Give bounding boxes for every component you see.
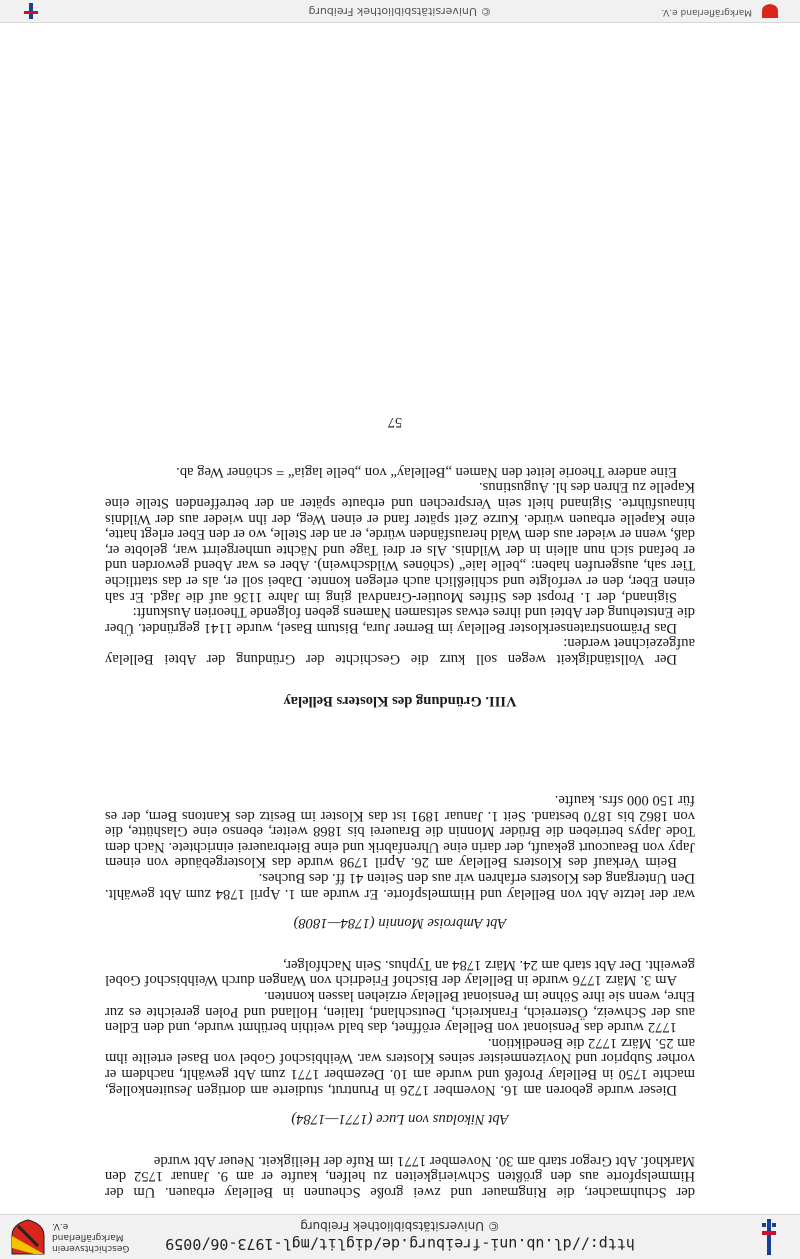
paragraph: Eine andere Theorie leitet den Namen „Bellelay“ von „belle lagia“ = schöner Weg ab.	[176, 463, 677, 480]
section-title-monnin: Abt Ambroise Monnin (1784—1808)	[293, 915, 507, 932]
paragraph: Das Prämonstratenserkloster Bellelay im Berner Jura, Bistum Basel, wurde 1141 gegründet. Über die Entstehung der Abtei und ihres etwas seltsamen Namens geben folgende Theorien Auskunft:	[105, 604, 695, 636]
page-number: 57	[387, 414, 403, 431]
document-url[interactable]: http://dl.ub.uni-freiburg.de/diglit/mgl-1973-06/0059	[165, 1235, 635, 1253]
footer-copyright: © Universitätsbibliothek Freiburg	[308, 5, 492, 18]
paragraph: Siginand, der 1. Propst des Stiftes Moutier-Grandval ging im Jahre 1136 auf die Jagd. Er sah einen Eber, den er verfolgte und schließlich auch erlegen konnte. Dabei soll er, als er das stattliche Tier sah, ausgerufen haben: „belle laie“ (schönes Wildschwein). Aber es war Abend geworden und er befand sich nun allein in der Wildnis. Als er drei Tage und Nächte umhergeirrt war, gelobte er, daß, wenn er wieder aus dem Wald herausfänden würde, er an der Stelle, wo er den Eber erlegt hatte, eine Kapelle erbauen würde. Kurze Zeit später fand er einen Weg, der ihn wieder aus der Wildnis hinausführte. Siginand hielt sein Versprechen und erbaute später an der betreffenden Stelle eine Kapelle zu Ehren des hl. Augustinus.	[105, 479, 695, 605]
paragraph: Der Vollständigkeit wegen soll kurz die Geschichte der Gründung der Abtei Bellelay aufgezeichnet werden:	[105, 635, 695, 667]
paragraph: Am 3. März 1776 wurde in Bellelay der Bischof Friedrich von Wangen durch Weihbischof Gobel geweiht. Der Abt starb am 24. März 1784 an Typhus. Sein Nachfolger,	[105, 956, 695, 989]
viewer-header	[0, 1214, 800, 1259]
section-title-luce: Abt Nikolaus von Luce (1771—1784)	[291, 1111, 509, 1128]
viewer-footer	[0, 0, 800, 23]
paragraph: Dieser wurde geboren am 16. November 1726 in Pruntrut, studierte am dortigen Jesuitenkolleg, machte 1750 in Bellelay Profeß und wurde am 10. Dezember 1771 zum Abt gewählt, nachdem er vorher Subprior und Novizenmeister seines Klosters war. Weihbischof Gobel von Basel erteilte ihm am 25. März 1772 die Benediktion.	[105, 1034, 695, 1098]
paragraph: Beim Verkauf des Klosters Bellelay am 26. April 1798 wurde das Klostergebäude von einem Japy von Beaucourt gekauft, der darin eine Uhrenfabrik und eine Bierbrauerei einrichtete. Nach dem Tode Japys betrieben die Brüder Monnin die Brauerei bis 1868 weiter, ebenso eine Glashütte, die von 1862 bis 1870 bestand. Seit 1. Januar 1891 ist das Kloster im Besitz des Kantons Bern, der es für 150 000 sfrs. kaufte.	[105, 792, 695, 871]
university-logo-icon	[24, 3, 38, 19]
intro-paragraph: der Schuhmacher, die Ringmauer und zwei große Scheunen in Bellelay erbauen. Um der Himmelspforte aus den größten Schwierigkeiten zu helfen, kaufte er am 9. Januar 1752 den Markhof. Abt Gregor starb am 30. November 1771 im Rufe der Heiligkeit. Neuer Abt wurde	[105, 1152, 695, 1200]
paragraph: 1772 wurde das Pensionat von Bellelay eröffnet, das bald weithin berühmt wurde, und den Edlen aus der Schweiz, Österreich, Frankreich, Deutschland, Italien, Holland und Polen gereichte es zur Ehre, wenn sie ihre Söhne im Pensionat Bellelay erziehen lassen konnten.	[105, 988, 695, 1036]
footer-partner: Markgräflerland e.V.	[661, 7, 752, 17]
coat-of-arms-icon	[8, 1218, 48, 1256]
partner-name: Geschichtsverein Markgräflerland e.V.	[52, 1221, 130, 1253]
paragraph: war der letzte Abt von Bellelay und Himmelspforte. Er wurde am 1. April 1784 zum Abt gewählt. Den Untergang des Klosters erfahren wir aus den Seiten 41 ff. des Buches.	[105, 870, 695, 902]
chapter-heading: VIII. Gründung des Klosters Bellelay	[283, 692, 517, 709]
document-text	[105, 414, 695, 1199]
copyright-notice: © Universitätsbibliothek Freiburg	[300, 1219, 500, 1233]
